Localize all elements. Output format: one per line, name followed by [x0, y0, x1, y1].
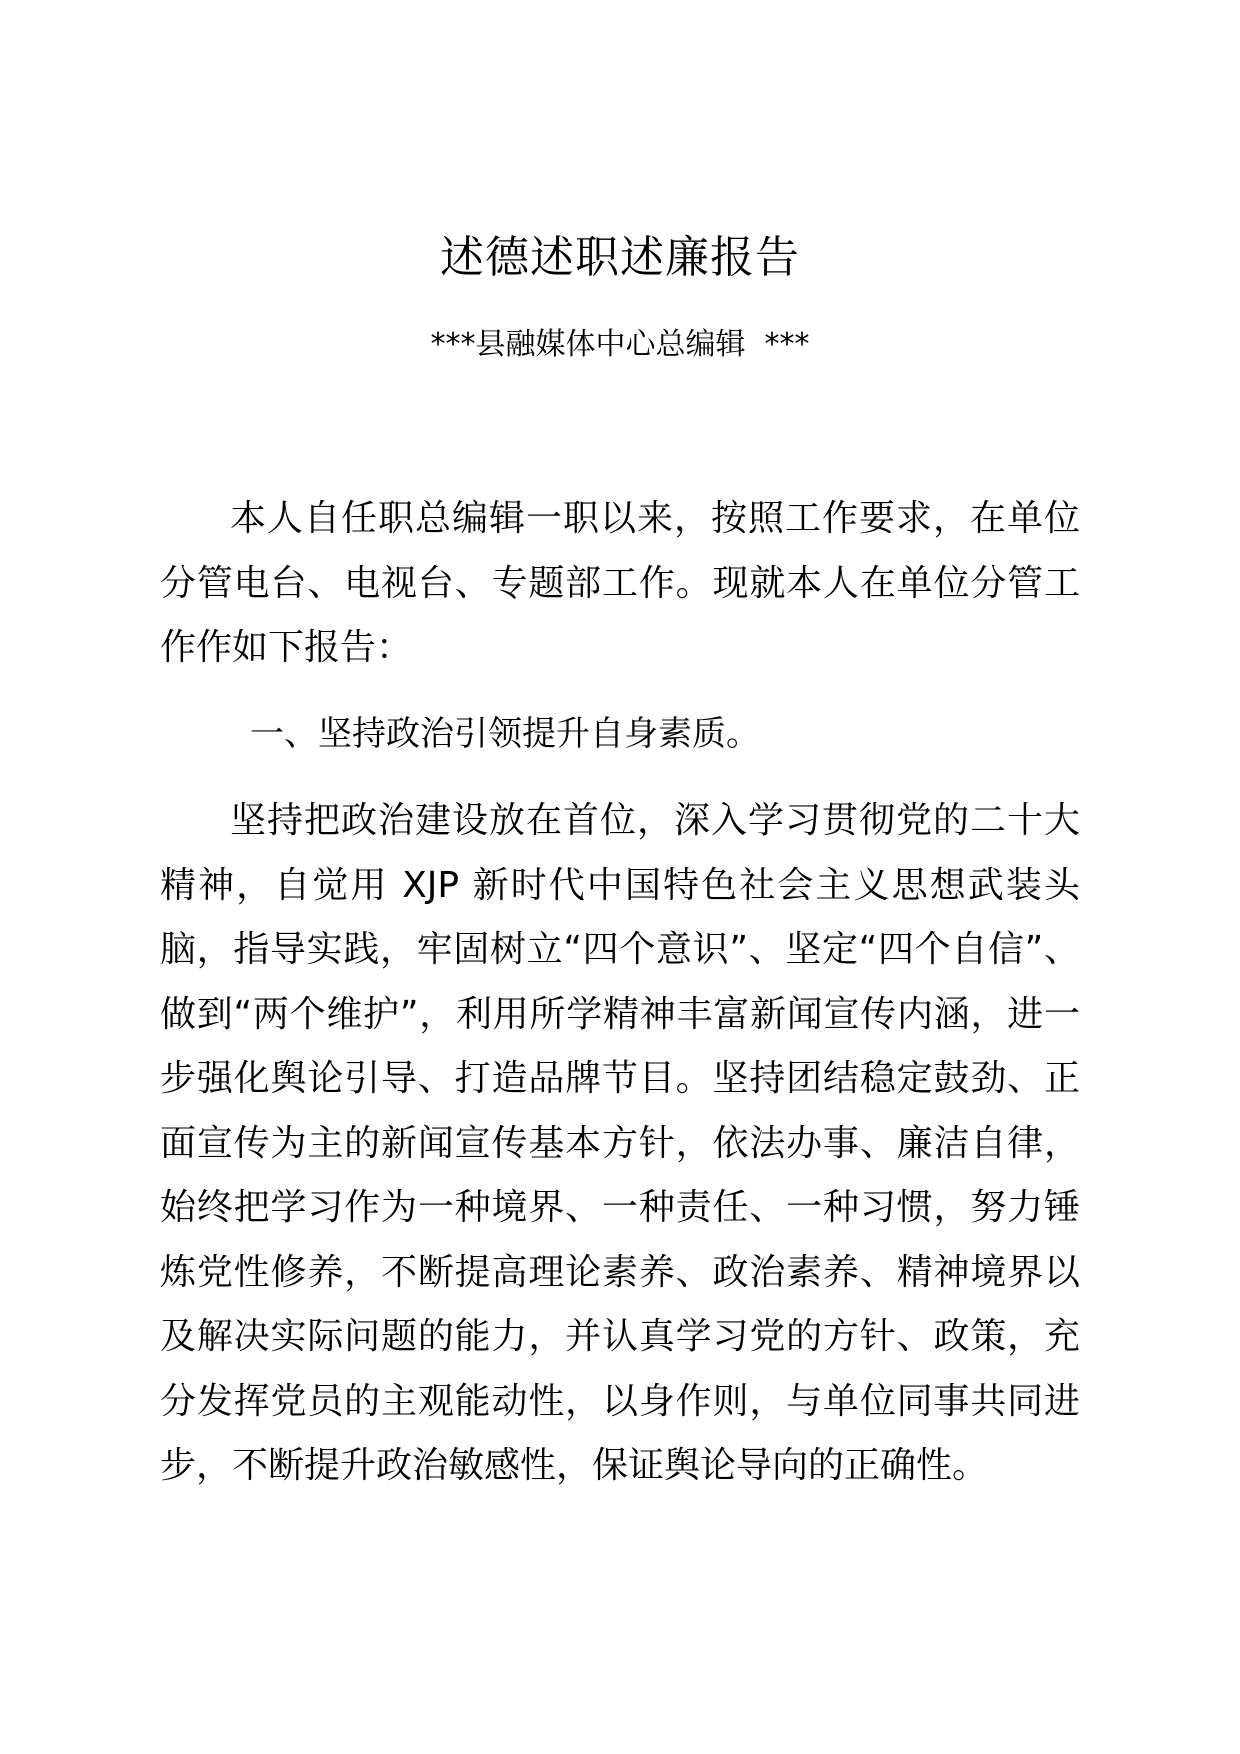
section-heading: 一、坚持政治引领提升自身素质。	[250, 714, 760, 754]
document-title: 述德述职述廉报告	[440, 232, 800, 283]
author-line: ***县融媒体中心总编辑 ***	[430, 327, 810, 362]
intro-paragraph: 本人自任职总编辑一职以来，按照工作要求，在单位分管电台、电视台、专题部工作。现就本人在单位分管工作作如下报告：	[160, 498, 1080, 668]
section-paragraph: 坚持把政治建设放在首位，深入学习贯彻党的二十大精神，自觉用 XJP 新时代中国特色社会主义思想武装头脑，指导实践，牢固树立“四个意识”、坚定“四个自信”、做到“两个维护”，利用所学精神丰富新闻宣传内涵，进一步强化舆论引导、打造品牌节目。坚持团结稳定鼓劲、正面宣传为主的新闻宣传基本方针，依法办事、廉洁自律，始终把学习作为一种境界、一种责任、一种习惯，努力锤炼党性修养，不断提高理论素养、政治素养、精神境界以及解决实际问题的能力，并认真学习党的方针、政策，充分发挥党员的主观能动性，以身作则，与单位同事共同进步，不断提升政治敏感性，保证舆论导向的正确性。	[160, 800, 1080, 1486]
